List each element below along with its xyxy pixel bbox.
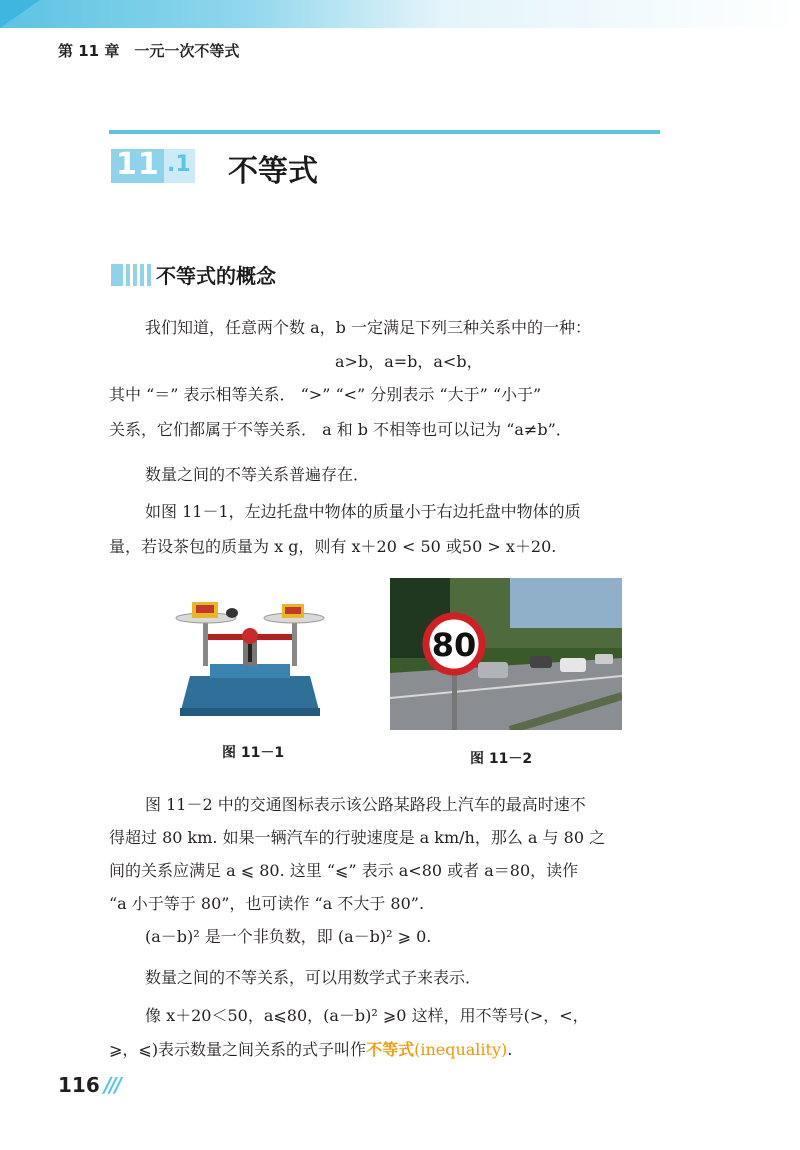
paragraph-line: 得超过 80 km. 如果一辆汽车的行驶速度是 a km/h，那么 a 与 80 之 [109, 828, 606, 847]
term-inequality-english: (inequality) [414, 1040, 508, 1059]
paragraph-line: 其中 “＝” 表示相等关系． “>” “<” 分别表示 “大于” “小于” [109, 385, 542, 404]
paragraph-line: 像 x＋20＜50，a⩽80，(a－b)² ⩾0 这样，用不等号(>，<， [145, 1006, 589, 1025]
paragraph-line: 我们知道，任意两个数 a，b 一定满足下列三种关系中的一种： [145, 318, 591, 337]
speed-limit-photo [390, 578, 622, 730]
speed-limit-value: 80 [431, 626, 477, 664]
paragraph-line: 图 11－2 中的交通图标表示该公路某路段上汽车的最高时速不 [145, 795, 586, 814]
formula-line: a>b，a=b，a<b， [335, 352, 483, 371]
paragraph-line: (a－b)² 是一个非负数，即 (a－b)² ⩾ 0. [145, 927, 432, 946]
paragraph-line: 数量之间的不等关系，可以用数学式子来表示． [145, 968, 482, 987]
paragraph-line: 量，若设茶包的质量为 x g，则有 x＋20 < 50 或50 > x＋20. [109, 537, 557, 556]
section-number-main: 11 [116, 147, 160, 182]
figure-caption: 图 11－1 [222, 745, 285, 761]
subsection-bars-icon [111, 264, 151, 286]
section-rule [109, 130, 660, 134]
definition-text: ⩾，⩽)表示数量之间关系的式子叫作 [109, 1040, 367, 1059]
figure-caption: 图 11－2 [470, 751, 533, 767]
paragraph-line: 数量之间的不等关系普遍存在． [145, 465, 370, 484]
page-number-decoration: /// [104, 1073, 120, 1097]
term-inequality: 不等式 [366, 1040, 415, 1059]
section-title: 不等式 [228, 154, 318, 189]
page-number: 116 [58, 1073, 100, 1097]
paragraph-line: 间的关系应满足 a ⩽ 80. 这里 “⩽” 表示 a<80 或者 a＝80，读作 [109, 861, 579, 880]
paragraph-line: 关系，它们都属于不等关系． a 和 b 不相等也可以记为 “a≠b”． [109, 420, 572, 439]
balance-scale-figure [170, 596, 330, 721]
paragraph-line: “a 小于等于 80”，也可读作 “a 不大于 80”. [109, 894, 425, 913]
top-band-corner [0, 0, 40, 28]
subsection-title: 不等式的概念 [156, 264, 276, 288]
chapter-header: 第 11 章 一元一次不等式 [58, 42, 240, 60]
paragraph-line: 如图 11－1，左边托盘中物体的质量小于右边托盘中物体的质 [145, 502, 581, 521]
top-decorative-band [0, 0, 800, 28]
definition-end: . [507, 1040, 513, 1059]
section-number-sub: .1 [167, 152, 191, 177]
definition-line [109, 1040, 512, 1060]
